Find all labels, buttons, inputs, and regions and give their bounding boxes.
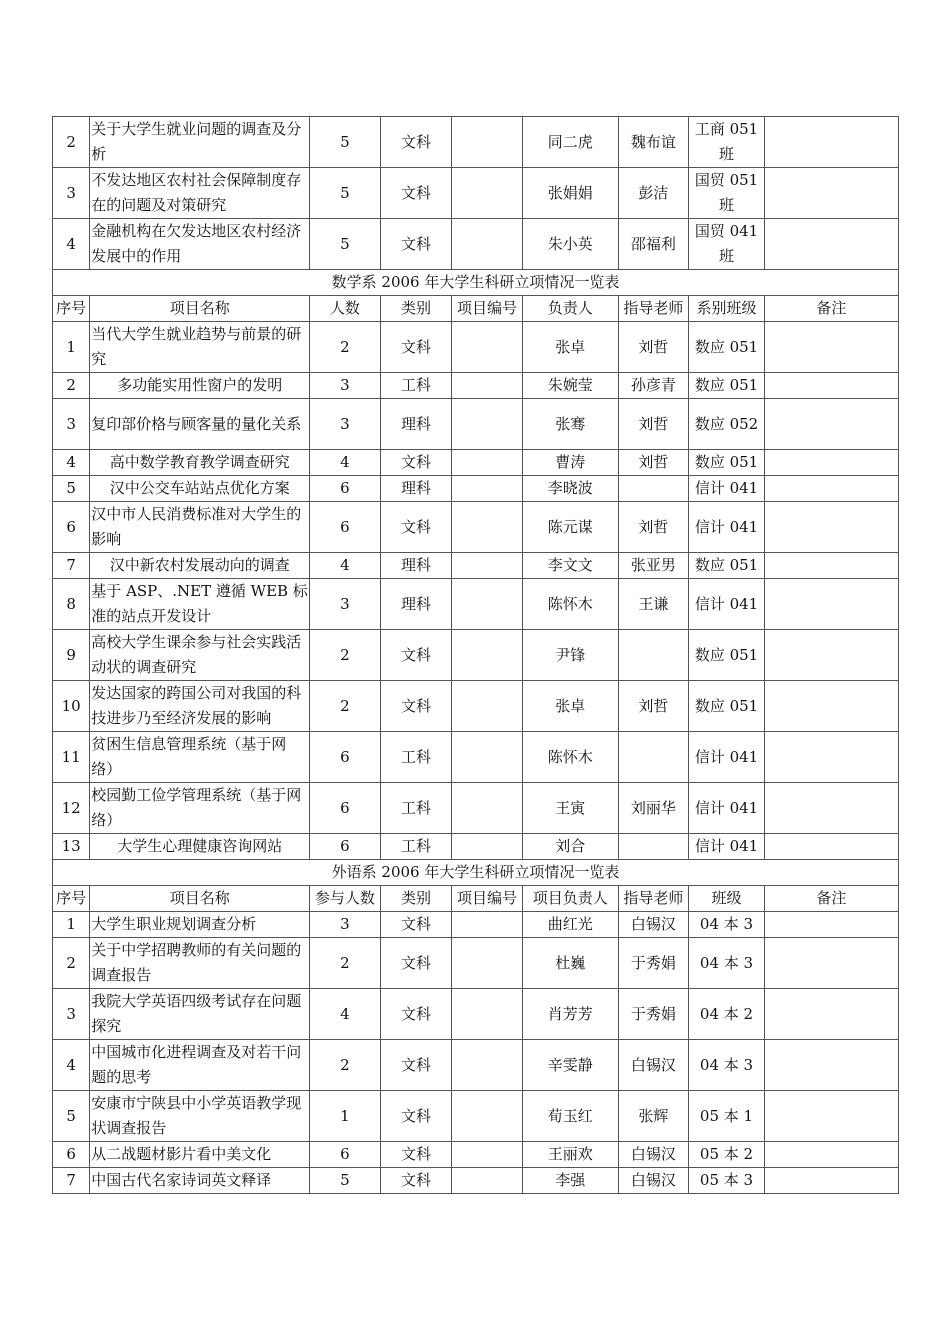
note-cell — [764, 783, 898, 834]
project-name-cell: 多功能实用性窗户的发明 — [90, 373, 310, 399]
table-row — [53, 476, 899, 502]
section-title: 外语系 2006 年大学生科研立项情况一览表 — [53, 860, 899, 886]
column-header: 指导老师 — [618, 296, 689, 322]
row-number-cell: 7 — [53, 553, 90, 579]
project-name-cell: 大学生职业规划调查分析 — [90, 912, 310, 938]
project-code-cell — [452, 322, 523, 373]
leader-cell: 张卓 — [522, 322, 618, 373]
project-name-cell: 发达国家的跨国公司对我国的科技进步乃至经济发展的影响 — [90, 681, 310, 732]
member-count-cell: 3 — [310, 579, 381, 630]
row-number-cell: 6 — [53, 1142, 90, 1168]
project-code-cell — [452, 553, 523, 579]
member-count-cell: 2 — [310, 630, 381, 681]
row-number-cell: 10 — [53, 681, 90, 732]
advisor-cell: 王谦 — [618, 579, 689, 630]
note-cell — [764, 553, 898, 579]
class-cell: 信计 041 — [689, 579, 765, 630]
table-row — [53, 630, 899, 681]
project-code-cell — [452, 1168, 523, 1194]
member-count-cell: 5 — [310, 1168, 381, 1194]
row-number-cell: 5 — [53, 1091, 90, 1142]
category-cell: 文科 — [380, 322, 452, 373]
category-cell: 文科 — [380, 450, 452, 476]
advisor-cell: 刘哲 — [618, 322, 689, 373]
column-header: 备注 — [764, 886, 898, 912]
row-number-cell: 1 — [53, 322, 90, 373]
leader-cell: 荀玉红 — [522, 1091, 618, 1142]
category-cell: 文科 — [380, 1142, 452, 1168]
table-row — [53, 989, 899, 1040]
advisor-cell: 彭洁 — [618, 168, 689, 219]
class-cell: 数应 051 — [689, 322, 765, 373]
project-name-cell: 高中数学教育教学调查研究 — [90, 450, 310, 476]
category-cell: 文科 — [380, 502, 452, 553]
project-name-cell: 基于 ASP、.NET 遵循 WEB 标准的站点开发设计 — [90, 579, 310, 630]
column-header: 参与人数 — [310, 886, 381, 912]
column-header: 项目编号 — [452, 886, 523, 912]
advisor-cell — [618, 834, 689, 860]
leader-cell: 曲红光 — [522, 912, 618, 938]
project-code-cell — [452, 502, 523, 553]
table-row — [53, 938, 899, 989]
table-row — [53, 1168, 899, 1194]
row-number-cell: 5 — [53, 476, 90, 502]
table-row — [53, 450, 899, 476]
leader-cell: 张娟娟 — [522, 168, 618, 219]
member-count-cell: 3 — [310, 373, 381, 399]
class-cell: 数应 051 — [689, 553, 765, 579]
column-header: 系别班级 — [689, 296, 765, 322]
member-count-cell: 6 — [310, 476, 381, 502]
project-table — [52, 116, 899, 1194]
leader-cell: 李晓波 — [522, 476, 618, 502]
class-cell: 05 本 3 — [689, 1168, 765, 1194]
leader-cell: 李强 — [522, 1168, 618, 1194]
column-header: 类别 — [380, 886, 452, 912]
class-cell: 信计 041 — [689, 502, 765, 553]
class-cell: 数应 051 — [689, 681, 765, 732]
member-count-cell: 1 — [310, 1091, 381, 1142]
table-row — [53, 322, 899, 373]
note-cell — [764, 168, 898, 219]
note-cell — [764, 322, 898, 373]
row-number-cell: 4 — [53, 219, 90, 270]
project-code-cell — [452, 117, 523, 168]
category-cell: 文科 — [380, 1168, 452, 1194]
advisor-cell: 刘哲 — [618, 502, 689, 553]
column-header: 指导老师 — [618, 886, 689, 912]
class-cell: 国贸 051 班 — [689, 168, 765, 219]
member-count-cell: 3 — [310, 912, 381, 938]
advisor-cell: 张亚男 — [618, 553, 689, 579]
project-code-cell — [452, 219, 523, 270]
advisor-cell: 邵福利 — [618, 219, 689, 270]
project-code-cell — [452, 989, 523, 1040]
row-number-cell: 9 — [53, 630, 90, 681]
category-cell: 文科 — [380, 681, 452, 732]
project-name-cell: 大学生心理健康咨询网站 — [90, 834, 310, 860]
member-count-cell: 2 — [310, 1040, 381, 1091]
table-row — [53, 579, 899, 630]
category-cell: 工科 — [380, 373, 452, 399]
advisor-cell: 张辉 — [618, 1091, 689, 1142]
category-cell: 文科 — [380, 1091, 452, 1142]
leader-cell: 李文文 — [522, 553, 618, 579]
project-code-cell — [452, 373, 523, 399]
row-number-cell: 7 — [53, 1168, 90, 1194]
advisor-cell — [618, 630, 689, 681]
category-cell: 工科 — [380, 783, 452, 834]
table-row — [53, 783, 899, 834]
class-cell: 信计 041 — [689, 834, 765, 860]
leader-cell: 王寅 — [522, 783, 618, 834]
category-cell: 工科 — [380, 732, 452, 783]
member-count-cell: 6 — [310, 502, 381, 553]
member-count-cell: 2 — [310, 938, 381, 989]
advisor-cell: 魏布谊 — [618, 117, 689, 168]
project-code-cell — [452, 579, 523, 630]
class-cell: 信计 041 — [689, 783, 765, 834]
advisor-cell: 孙彦青 — [618, 373, 689, 399]
class-cell: 工商 051 班 — [689, 117, 765, 168]
row-number-cell: 2 — [53, 373, 90, 399]
project-code-cell — [452, 1040, 523, 1091]
class-cell: 信计 041 — [689, 732, 765, 783]
note-cell — [764, 219, 898, 270]
member-count-cell: 6 — [310, 732, 381, 783]
note-cell — [764, 579, 898, 630]
row-number-cell: 3 — [53, 399, 90, 450]
project-code-cell — [452, 938, 523, 989]
class-cell: 数应 051 — [689, 373, 765, 399]
section-title-row — [53, 860, 899, 886]
project-name-cell: 关于大学生就业问题的调查及分析 — [90, 117, 310, 168]
advisor-cell: 于秀娟 — [618, 989, 689, 1040]
row-number-cell: 4 — [53, 1040, 90, 1091]
category-cell: 理科 — [380, 476, 452, 502]
advisor-cell — [618, 476, 689, 502]
project-name-cell: 贫困生信息管理系统（基于网络） — [90, 732, 310, 783]
table-row — [53, 219, 899, 270]
member-count-cell: 2 — [310, 322, 381, 373]
project-code-cell — [452, 834, 523, 860]
class-cell: 数应 052 — [689, 399, 765, 450]
advisor-cell: 白锡汉 — [618, 912, 689, 938]
leader-cell: 张骞 — [522, 399, 618, 450]
table-row — [53, 732, 899, 783]
project-code-cell — [452, 630, 523, 681]
project-code-cell — [452, 783, 523, 834]
leader-cell: 杜巍 — [522, 938, 618, 989]
class-cell: 数应 051 — [689, 630, 765, 681]
member-count-cell: 6 — [310, 834, 381, 860]
class-cell: 04 本 3 — [689, 1040, 765, 1091]
class-cell: 04 本 2 — [689, 989, 765, 1040]
member-count-cell: 5 — [310, 117, 381, 168]
advisor-cell: 白锡汉 — [618, 1142, 689, 1168]
advisor-cell: 于秀娟 — [618, 938, 689, 989]
column-header: 序号 — [53, 886, 90, 912]
table-row — [53, 1142, 899, 1168]
category-cell: 文科 — [380, 989, 452, 1040]
column-header: 班级 — [689, 886, 765, 912]
leader-cell: 朱小英 — [522, 219, 618, 270]
note-cell — [764, 630, 898, 681]
project-code-cell — [452, 476, 523, 502]
member-count-cell: 3 — [310, 399, 381, 450]
header-row — [53, 296, 899, 322]
column-header: 项目名称 — [90, 296, 310, 322]
advisor-cell: 白锡汉 — [618, 1168, 689, 1194]
leader-cell: 朱婉莹 — [522, 373, 618, 399]
leader-cell: 陈元谋 — [522, 502, 618, 553]
class-cell: 05 本 1 — [689, 1091, 765, 1142]
project-code-cell — [452, 1142, 523, 1168]
note-cell — [764, 732, 898, 783]
project-name-cell: 校园勤工俭学管理系统（基于网络） — [90, 783, 310, 834]
advisor-cell: 刘哲 — [618, 450, 689, 476]
note-cell — [764, 502, 898, 553]
project-name-cell: 关于中学招聘教师的有关问题的调查报告 — [90, 938, 310, 989]
row-number-cell: 1 — [53, 912, 90, 938]
category-cell: 文科 — [380, 168, 452, 219]
project-name-cell: 汉中公交车站站点优化方案 — [90, 476, 310, 502]
class-cell: 05 本 2 — [689, 1142, 765, 1168]
row-number-cell: 6 — [53, 502, 90, 553]
leader-cell: 张卓 — [522, 681, 618, 732]
table-row — [53, 553, 899, 579]
member-count-cell: 5 — [310, 168, 381, 219]
leader-cell: 辛雯静 — [522, 1040, 618, 1091]
category-cell: 文科 — [380, 938, 452, 989]
project-name-cell: 安康市宁陕县中小学英语教学现状调查报告 — [90, 1091, 310, 1142]
column-header: 人数 — [310, 296, 381, 322]
table-row — [53, 168, 899, 219]
category-cell: 文科 — [380, 1040, 452, 1091]
table-row — [53, 117, 899, 168]
row-number-cell: 12 — [53, 783, 90, 834]
row-number-cell: 3 — [53, 168, 90, 219]
row-number-cell: 4 — [53, 450, 90, 476]
table-row — [53, 399, 899, 450]
column-header: 备注 — [764, 296, 898, 322]
row-number-cell: 13 — [53, 834, 90, 860]
project-name-cell: 当代大学生就业趋势与前景的研究 — [90, 322, 310, 373]
class-cell: 04 本 3 — [689, 938, 765, 989]
category-cell: 文科 — [380, 219, 452, 270]
class-cell: 04 本 3 — [689, 912, 765, 938]
header-row — [53, 886, 899, 912]
project-code-cell — [452, 399, 523, 450]
column-header: 负责人 — [522, 296, 618, 322]
project-code-cell — [452, 1091, 523, 1142]
note-cell — [764, 912, 898, 938]
leader-cell: 王丽欢 — [522, 1142, 618, 1168]
table-row — [53, 1091, 899, 1142]
category-cell: 工科 — [380, 834, 452, 860]
table-row — [53, 681, 899, 732]
note-cell — [764, 1040, 898, 1091]
category-cell: 理科 — [380, 399, 452, 450]
note-cell — [764, 681, 898, 732]
project-name-cell: 从二战题材影片看中美文化 — [90, 1142, 310, 1168]
table-row — [53, 502, 899, 553]
project-name-cell: 中国古代名家诗词英文释译 — [90, 1168, 310, 1194]
row-number-cell: 2 — [53, 117, 90, 168]
row-number-cell: 11 — [53, 732, 90, 783]
project-name-cell: 汉中新农村发展动向的调查 — [90, 553, 310, 579]
member-count-cell: 4 — [310, 989, 381, 1040]
leader-cell: 同二虎 — [522, 117, 618, 168]
project-code-cell — [452, 168, 523, 219]
note-cell — [764, 989, 898, 1040]
note-cell — [764, 1091, 898, 1142]
leader-cell: 陈怀木 — [522, 732, 618, 783]
table-body — [53, 117, 899, 1194]
member-count-cell: 2 — [310, 681, 381, 732]
project-name-cell: 我院大学英语四级考试存在问题探究 — [90, 989, 310, 1040]
note-cell — [764, 834, 898, 860]
project-code-cell — [452, 912, 523, 938]
column-header: 项目名称 — [90, 886, 310, 912]
advisor-cell: 刘哲 — [618, 681, 689, 732]
row-number-cell: 2 — [53, 938, 90, 989]
advisor-cell: 刘丽华 — [618, 783, 689, 834]
leader-cell: 曹涛 — [522, 450, 618, 476]
project-name-cell: 不发达地区农村社会保障制度存在的问题及对策研究 — [90, 168, 310, 219]
class-cell: 信计 041 — [689, 476, 765, 502]
column-header: 项目编号 — [452, 296, 523, 322]
advisor-cell: 白锡汉 — [618, 1040, 689, 1091]
table-row — [53, 373, 899, 399]
project-name-cell: 中国城市化进程调查及对若干问题的思考 — [90, 1040, 310, 1091]
member-count-cell: 4 — [310, 553, 381, 579]
table-row — [53, 912, 899, 938]
document-page — [52, 116, 899, 1194]
category-cell: 文科 — [380, 630, 452, 681]
project-name-cell: 高校大学生课余参与社会实践活动状的调查研究 — [90, 630, 310, 681]
category-cell: 理科 — [380, 579, 452, 630]
project-name-cell: 复印部价格与顾客量的量化关系 — [90, 399, 310, 450]
column-header: 序号 — [53, 296, 90, 322]
class-cell: 数应 051 — [689, 450, 765, 476]
note-cell — [764, 1142, 898, 1168]
column-header: 项目负责人 — [522, 886, 618, 912]
project-code-cell — [452, 450, 523, 476]
table-row — [53, 1040, 899, 1091]
leader-cell: 陈怀木 — [522, 579, 618, 630]
member-count-cell: 4 — [310, 450, 381, 476]
project-name-cell: 金融机构在欠发达地区农村经济发展中的作用 — [90, 219, 310, 270]
category-cell: 文科 — [380, 117, 452, 168]
note-cell — [764, 938, 898, 989]
column-header: 类别 — [380, 296, 452, 322]
category-cell: 理科 — [380, 553, 452, 579]
member-count-cell: 5 — [310, 219, 381, 270]
project-code-cell — [452, 681, 523, 732]
project-name-cell: 汉中市人民消费标准对大学生的影响 — [90, 502, 310, 553]
note-cell — [764, 1168, 898, 1194]
leader-cell: 尹锋 — [522, 630, 618, 681]
leader-cell: 肖芳芳 — [522, 989, 618, 1040]
note-cell — [764, 373, 898, 399]
class-cell: 国贸 041 班 — [689, 219, 765, 270]
category-cell: 文科 — [380, 912, 452, 938]
advisor-cell — [618, 732, 689, 783]
note-cell — [764, 476, 898, 502]
section-title: 数学系 2006 年大学生科研立项情况一览表 — [53, 270, 899, 296]
row-number-cell: 8 — [53, 579, 90, 630]
advisor-cell: 刘哲 — [618, 399, 689, 450]
table-row — [53, 834, 899, 860]
member-count-cell: 6 — [310, 783, 381, 834]
leader-cell: 刘合 — [522, 834, 618, 860]
note-cell — [764, 117, 898, 168]
note-cell — [764, 450, 898, 476]
row-number-cell: 3 — [53, 989, 90, 1040]
member-count-cell: 6 — [310, 1142, 381, 1168]
note-cell — [764, 399, 898, 450]
project-code-cell — [452, 732, 523, 783]
section-title-row — [53, 270, 899, 296]
